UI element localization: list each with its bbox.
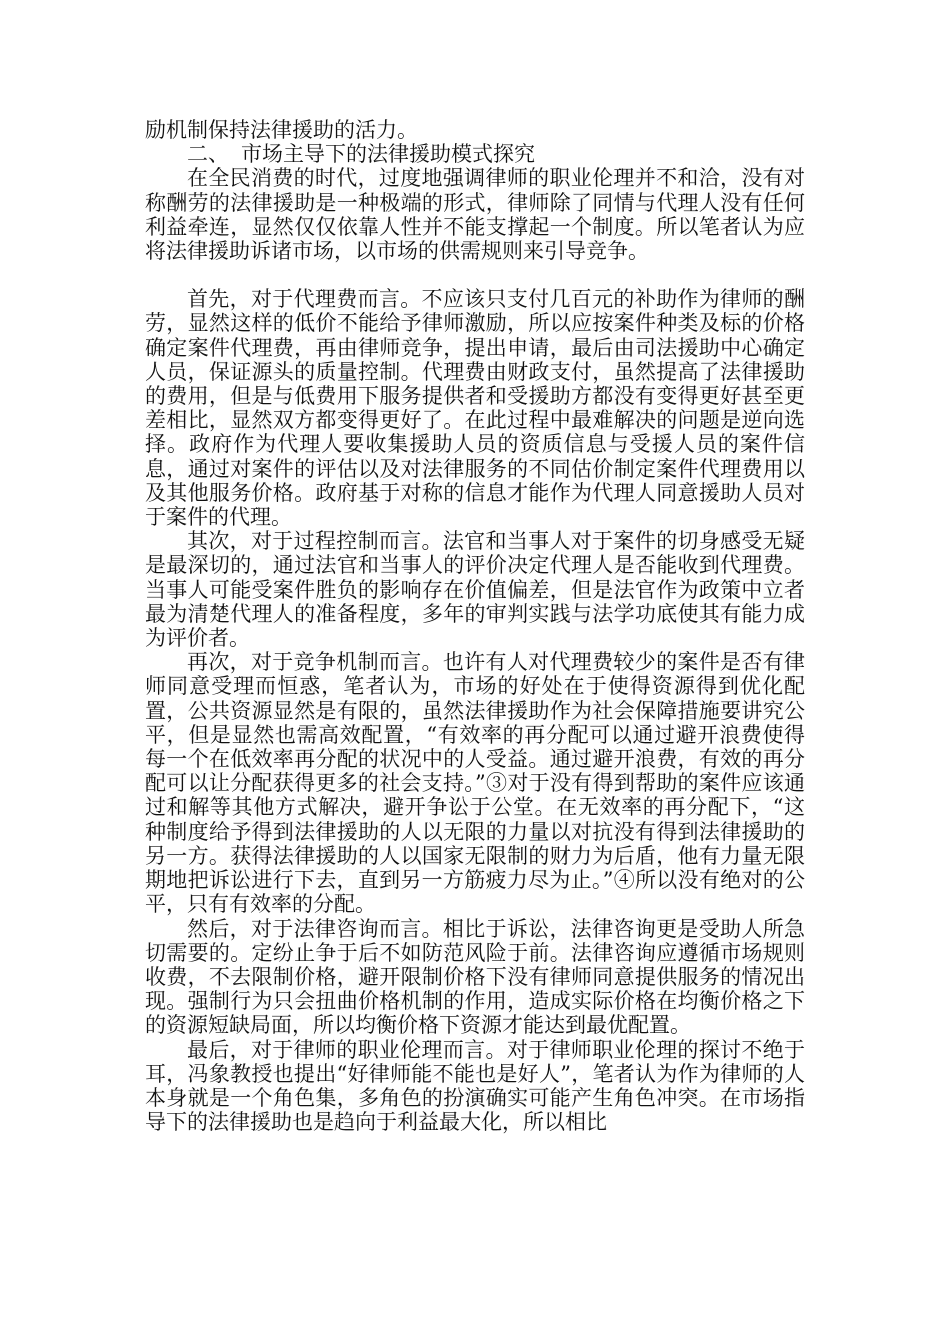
paragraph-fee: 首先，对于代理费而言。不应该只支付几百元的补助作为律师的酬劳，显然这样的低价不能给予律师激励，所以应按案件种类及标的价格确定案件代理费，再由律师竞争，提出申请，最后由司法援助中心确定人员，保证源头的质量控制。代理费由财政支付，虽然提高了法律援助的费用，但是与低费用下服务提供者和受援助方都没有变得更好甚至更差相比，显然双方都变得更好了。在此过程中最难解决的问题是逆向选择。政府作为代理人要收集援助人员的资质信息与受援人员的案件信息，通过对案件的评估以及对法律服务的不同估价制定案件代理费用以及其他服务价格。政府基于对称的信息才能作为代理人同意援助人员对于案件的代理。 xyxy=(145,287,805,530)
paragraph-ethics: 最后，对于律师的职业伦理而言。对于律师职业伦理的探讨不绝于耳，冯象教授也提出“好律师能不能也是好人”，笔者认为作为律师的人本身就是一个角色集，多角色的扮演确实可能产生角色冲突。在市场指导下的法律援助也是趋向于利益最大化，所以相比 xyxy=(145,1037,805,1135)
section-number: 二、 xyxy=(187,142,229,167)
document-page xyxy=(145,118,805,1134)
section-title: 市场主导下的法律援助模式探究 xyxy=(241,142,535,167)
continuation-paragraph: 励机制保持法律援助的活力。 xyxy=(145,118,418,142)
paragraph-gap xyxy=(145,263,805,287)
paragraph-consultation: 然后，对于法律咨询而言。相比于诉讼，法律咨询更是受助人所急切需要的。定纷止争于后不如防范风险于前。法律咨询应遵循市场规则收费，不去限制价格，避开限制价格下没有律师同意提供服务的情况出现。强制行为只会扭曲价格机制的作用，造成实际价格在均衡价格之下的资源短缺局面，所以均衡价格下资源才能达到最优配置。 xyxy=(145,916,805,1038)
paragraph-process-control: 其次，对于过程控制而言。法官和当事人对于案件的切身感受无疑是最深切的，通过法官和当事人的评价决定代理人是否能收到代理费。当事人可能受案件胜负的影响存在价值偏差，但是法官作为政策中立者最为清楚代理人的准备程度，多年的审判实践与法学功底使其有能力成为评价者。 xyxy=(145,529,805,651)
paragraph-competition: 再次，对于竞争机制而言。也许有人对代理费较少的案件是否有律师同意受理而恒惑，笔者认为，市场的好处在于使得资源得到优化配置，公共资源显然是有限的，虽然法律援助作为社会保障措施要讲究公平，但是显然也需高效配置，“有效率的再分配可以通过避开浪费使得每一个在低效率再分配的状况中的人受益。通过避开浪费，有效的再分配可以让分配获得更多的社会支持。”③对于没有得到帮助的案件应该通过和解等其他方式解决，避开争讼于公堂。在无效率的再分配下，“这种制度给予得到法律援助的人以无限的力量以对抗没有得到法律援助的另一方。获得法律援助的人以国家无限制的财力为后盾，他有力量无限期地把诉讼进行下去，直到另一方筋疲力尽为止。”④所以没有绝对的公平，只有有效率的分配。 xyxy=(145,650,805,917)
paragraph-intro: 在全民消费的时代，过度地强调律师的职业伦理并不和洽，没有对称酬劳的法律援助是一种极端的形式，律师除了同情与代理人没有任何利益牵连，显然仅仅依靠人性并不能支撑起一个制度。所以笔者认为应将法律援助诉诸市场，以市场的供需规则来引导竞争。 xyxy=(145,166,805,264)
section-heading xyxy=(145,142,805,166)
